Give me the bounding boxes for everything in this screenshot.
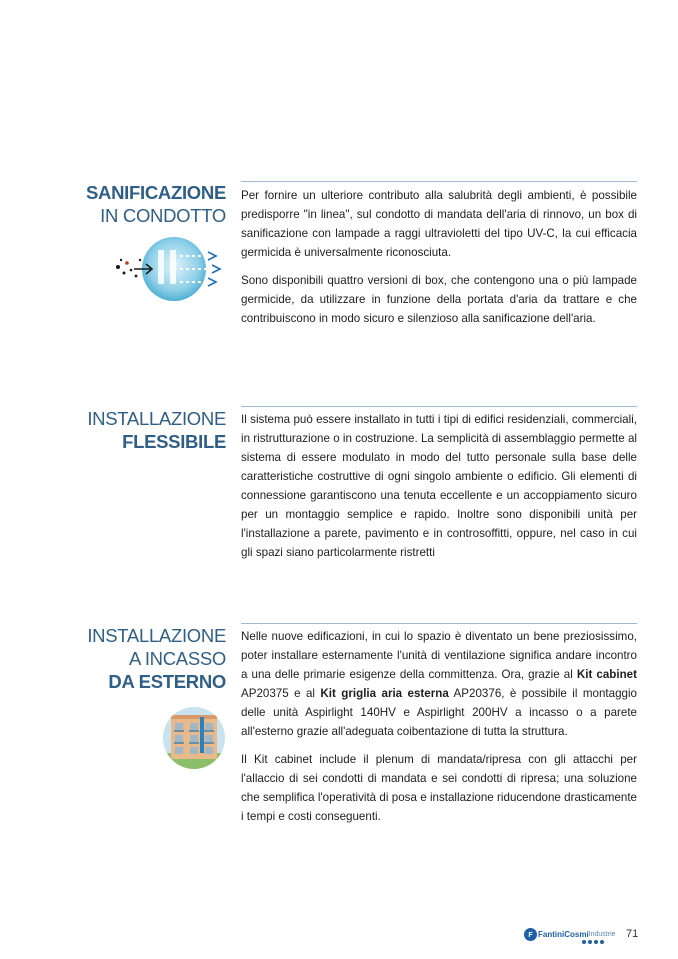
- section-divider: [241, 181, 637, 182]
- paragraph: Per fornire un ulteriore contributo alla salubrità degli ambienti, è possibile predisporre "in linea", sul condotto di mandata dell'aria di rinnovo, un box di sanificazione con lampade a raggi ultravioletti del tipo UV-C, la cui efficacia germicida è universalmente riconosciuta.: [241, 189, 637, 259]
- logo-dots: [582, 940, 604, 944]
- paragraph: Il Kit cabinet include il plenum di mandata/ripresa con gli attacchi per l'allaccio di sei condotti di mandata e sei condotti di ripresa; una soluzione che semplifica l'operatività di posa e installazione riducendone drasticamente i tempi e costi conseguenti.: [241, 753, 637, 823]
- section-heading: [70, 624, 226, 693]
- svg-text:F: F: [528, 931, 533, 939]
- heading-line-1: INSTALLAZIONE: [87, 408, 226, 429]
- uv-sanitization-icon: [112, 236, 226, 302]
- text-run: AP20376, è possibile il montaggio delle unità Aspirlight 140HV e Aspirlight 200HV a incasso o a parete all'esterno grazie all'adeguata coibentazione di tutta la struttura.: [241, 687, 637, 738]
- section-heading: [70, 181, 226, 227]
- kit-name: Kit griglia aria esterna: [320, 687, 449, 700]
- logo-mark-icon: [524, 928, 537, 941]
- text-run: AP20375 e al: [241, 687, 321, 700]
- heading-line-2: IN CONDOTTO: [100, 205, 226, 226]
- section-divider: [241, 623, 637, 624]
- logo-text-prefix: Fantini: [538, 929, 565, 939]
- building-facade-icon: [163, 707, 225, 769]
- heading-line-1: SANIFICAZIONE: [86, 182, 226, 203]
- paragraph: Sono disponibili quattro versioni di box, che contengono una o più lampade germicide, da utilizzare in funzione della portata d'aria da trattare e che contribuiscono in modo sicuro e silenzioso alla sanificazione dell'aria.: [241, 274, 637, 325]
- section-body: [241, 627, 637, 835]
- paragraph: Il sistema può essere installato in tutti i tipi di edifici residenziali, commerciali, in ristrutturazione o in costruzione. La semplicità di assemblaggio permette al sistema di essere modulato in modo del tutto personale sulla base delle caratteristiche costruttive di ogni singolo ambiente o edificio. Gli elementi di connessione garantiscono una tenuta eccellente e un accoppiamento sicuro per un montaggio semplice e rapido. Inoltre sono disponibili unità per l'installazione a parete, pavimento e in controsoffitti, oppure, nel caso in cui gli spazi siano particolarmente ristretti: [241, 413, 637, 559]
- paragraph: [241, 627, 637, 741]
- heading-line-3: DA ESTERNO: [108, 671, 226, 692]
- page-number: 71: [626, 928, 639, 940]
- section-heading: [70, 407, 226, 453]
- section-divider: [241, 406, 637, 407]
- kit-name: Kit cabinet: [576, 668, 637, 681]
- section-body: [241, 410, 637, 571]
- heading-line-2: A INCASSO: [128, 648, 226, 669]
- heading-line-1: INSTALLAZIONE: [87, 625, 226, 646]
- text-run: Nelle nuove edificazioni, in cui lo spazio è diventato un bene preziosissimo, poter installare esternamente l'unità di ventilazione significa andare incontro a una delle primarie esigenze della committenza. Ora, grazie al: [241, 630, 637, 681]
- logo-text-mid: Cosmi: [564, 929, 589, 939]
- section-body: [241, 186, 637, 337]
- heading-line-2: FLESSIBILE: [122, 431, 226, 452]
- logo-text-suffix: Industrie: [588, 930, 616, 938]
